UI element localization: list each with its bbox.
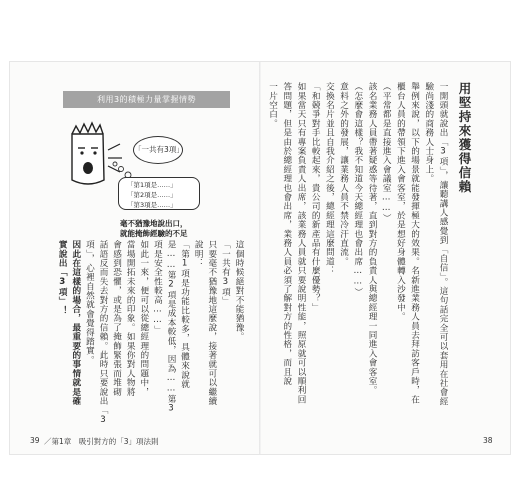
page-number-right: 38 (483, 436, 493, 445)
text-column: 如此一來，便可以從總經理的問題中， (138, 240, 149, 397)
text-column: 說明： (193, 240, 204, 268)
illustration-banner: 利用3的積極力量掌握情勢 (63, 91, 230, 108)
text-column: 「第1項是功能比較多，具體來說就 (179, 240, 190, 389)
thought-line-3: 「第3項是……」 (127, 201, 177, 209)
text-column: 因此在這樣的場合，最重要的事情就是確 (70, 240, 81, 406)
text-column: 項」，心裡自然就會覺得踏實。 (84, 240, 95, 365)
text-column: 是……第2項是成本較低，因為……第3 (166, 240, 176, 414)
thought-line-2: 「第2項是……」 (127, 191, 177, 199)
thought-line-1: 「第1項是……」 (127, 181, 177, 189)
text-column: 話語反而失去對方的信賴。此時只要說出「3 (98, 240, 108, 426)
text-column: 「一共有3項」 (220, 240, 231, 306)
text-column: 「和競爭對手比較起來，貴公司的新產品有什麼優勢？」 (310, 82, 321, 312)
text-column: 答問題，但是由於總經理也會出席，業務人員必須了解對方的性格，而且說 (281, 82, 292, 386)
text-column: 如果當天只有專案負責人出席，該業務人員就只要說明性能，照原就可以順利回 (296, 82, 306, 404)
speech-bubble: 「一共有3項」 (133, 136, 183, 164)
face-icon (72, 134, 104, 184)
text-column: 該名業務人員帶著疑惑等待著，直到對方的負責人與總經理一同進入會客室。 (367, 82, 377, 395)
text-column: 一片空白。 (267, 82, 278, 128)
text-column: 驗尚淺的商務人士身上。 (423, 82, 434, 184)
text-column: 櫃台人員的帶領下進入會客室，於是想好身體轉入沙發中。 (395, 82, 406, 322)
caption-line-2: 就能掩飾經驗的不足 (120, 229, 188, 238)
page-number-left: 39 (30, 436, 40, 445)
text-column: 交換名片並且自我介紹之後，總經理這麼問道： (324, 82, 335, 276)
thought-box (118, 177, 200, 210)
text-column: 只要毫不猶豫地這麼說，接著就可以繼續 (206, 240, 217, 406)
text-column: 一開頭就說出「3項」，讓聽講人感覺到「自信」。這句話完全可以套用在社會經 (438, 82, 448, 406)
caption-line-1: 毫不猶豫地說出口， (120, 219, 188, 228)
running-head: ／第1章 吸引對方的「3」項法則 (44, 437, 159, 446)
text-column: （怎麼會這樣？我不知道今天總經理也會出席……） (352, 82, 363, 297)
text-column: 這個時候絕對不能猶豫。 (234, 240, 244, 342)
text-column: （平常都是直接進入會議室……） (381, 82, 392, 223)
book-gutter (259, 62, 261, 454)
text-column: 當場開拓未來的印象。如果你對人物將 (125, 240, 136, 397)
illustration-caption (120, 219, 220, 239)
page-title: 用堅持來獲得信賴 (457, 82, 472, 194)
text-column: 舉例來說，以下的場景就能發揮極大的效果。名新進業務人員去拜訪客戶時，在 (409, 82, 420, 404)
hair-icon (72, 123, 103, 134)
text-column: 項是安全性較高……」 (152, 240, 163, 335)
text-column: 意料之外的發展，讓業務人員不禁冷汗直流。 (338, 82, 349, 266)
text-column: 實說出「3項」！ (57, 240, 68, 315)
text-column: 會感到恐懼，或是為了掩飾緊張而堆砌 (111, 240, 122, 397)
